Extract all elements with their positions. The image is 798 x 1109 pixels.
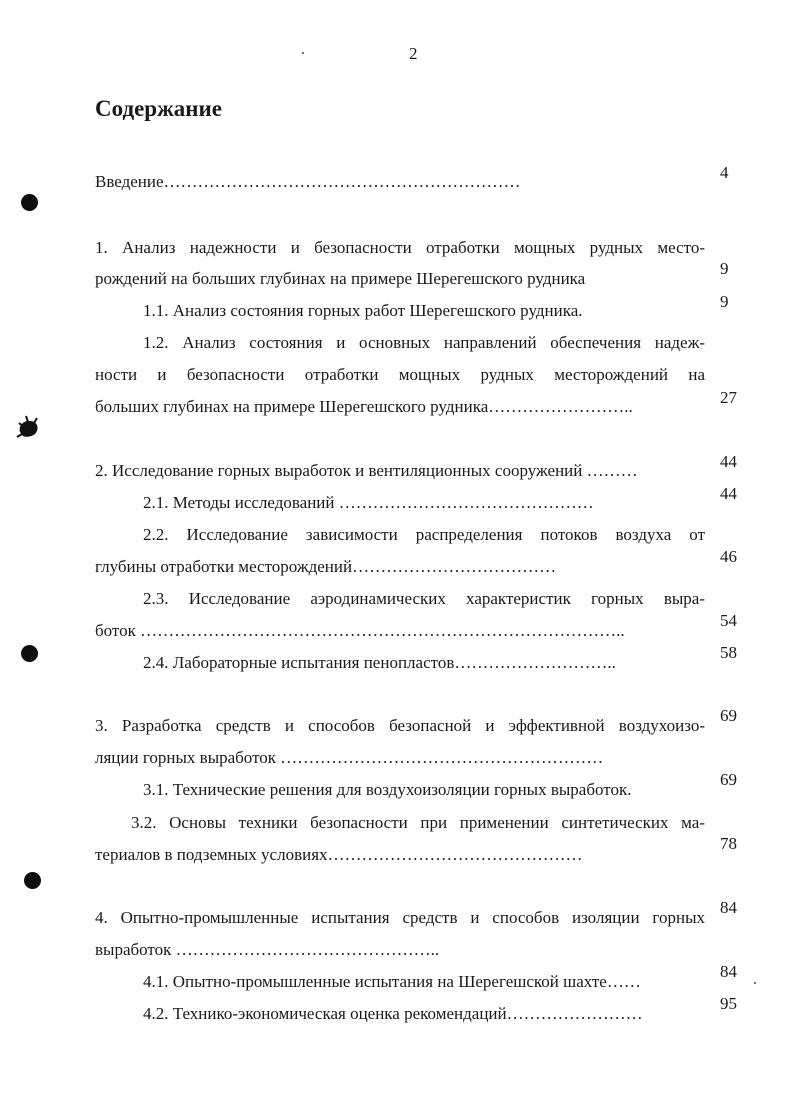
toc-page-s4-1: 84 (720, 962, 737, 981)
toc-page-s4-2: 95 (720, 994, 737, 1013)
toc-entry-s2-2-line2: глубины отработки месторождений……………………………… (95, 557, 557, 576)
toc-page-s1-1: 9 (720, 292, 729, 311)
scan-speck (302, 52, 304, 54)
toc-page-s1: 9 (720, 259, 729, 278)
toc-entry-s2-4: 2.4. Лабораторные испытания пенопластов……………………….. (143, 653, 616, 672)
toc-entry-s3-line1: 3. Разработка средств и способов безопасной и эффективной воздухоизо- (95, 716, 705, 735)
binder-hole-mark (21, 645, 38, 662)
ink-blot-mark (14, 412, 44, 442)
toc-page-s1-2: 27 (720, 388, 737, 407)
toc-entry-s1-1: 1.1. Анализ состояния горных работ Шерегешского рудника. (143, 301, 583, 320)
toc-page-s2-2: 46 (720, 547, 737, 566)
toc-entry-s3-2-line1: 3.2. Основы техники безопасности при применении синтетических ма- (131, 813, 705, 832)
toc-page-intro: 4 (720, 163, 729, 182)
toc-entry-s1-line1: 1. Анализ надежности и безопасности отработки мощных рудных место- (95, 238, 705, 257)
toc-page-s4: 84 (720, 898, 737, 917)
toc-entry-s3-2-line2: териалов в подземных условиях……………………………………… (95, 845, 583, 864)
toc-entry-s3-1: 3.1. Технические решения для воздухоизоляции горных выработок. (143, 780, 632, 799)
toc-entry-s4-line2: выработок ……………………………………….. (95, 940, 440, 959)
toc-page-s2-4: 58 (720, 643, 737, 662)
toc-page-s2: 44 (720, 452, 737, 471)
toc-entry-s2-3-line1: 2.3. Исследование аэродинамических характеристик горных выра- (143, 589, 705, 608)
toc-page-s3: 69 (720, 706, 737, 725)
toc-page-s3-2: 78 (720, 834, 737, 853)
binder-hole-mark (24, 872, 41, 889)
toc-entry-s4-1: 4.1. Опытно-промышленные испытания на Шерегешской шахте…… (143, 972, 641, 991)
page-title: Содержание (95, 96, 222, 121)
toc-entry-s4-line1: 4. Опытно-промышленные испытания средств и способов изоляции горных (95, 908, 705, 927)
toc-entry-s1-2-line1: 1.2. Анализ состояния и основных направлений обеспечения надеж- (143, 333, 705, 352)
toc-entry-s1-line2: рождений на больших глубинах на примере Шерегешского рудника (95, 269, 586, 288)
toc-entry-s2-3-line2: боток ………………………………………………………………………….. (95, 621, 625, 640)
toc-entry-intro: Введение……………………………………………………… (95, 172, 521, 191)
binder-hole-mark (21, 194, 38, 211)
toc-entry-s2: 2. Исследование горных выработок и вентиляционных сооружений ……… (95, 461, 638, 480)
toc-entry-s1-2-line2: ности и безопасности отработки мощных рудных месторождений на (95, 365, 705, 384)
scan-speck (754, 982, 756, 984)
page-number: 2 (409, 44, 418, 63)
toc-entry-s3-line2: ляции горных выработок ………………………………………………… (95, 748, 604, 767)
toc-entry-s1-2-line3: больших глубинах на примере Шерегешского рудника…………………….. (95, 397, 633, 416)
toc-page-s2-1: 44 (720, 484, 737, 503)
toc-entry-s2-2-line1: 2.2. Исследование зависимости распределения потоков воздуха от (143, 525, 705, 544)
toc-entry-s4-2: 4.2. Технико-экономическая оценка рекомендаций…………………… (143, 1004, 643, 1023)
toc-page-s3-1: 69 (720, 770, 737, 789)
toc-entry-s2-1: 2.1. Методы исследований ……………………………………… (143, 493, 594, 512)
toc-page-s2-3: 54 (720, 611, 737, 630)
